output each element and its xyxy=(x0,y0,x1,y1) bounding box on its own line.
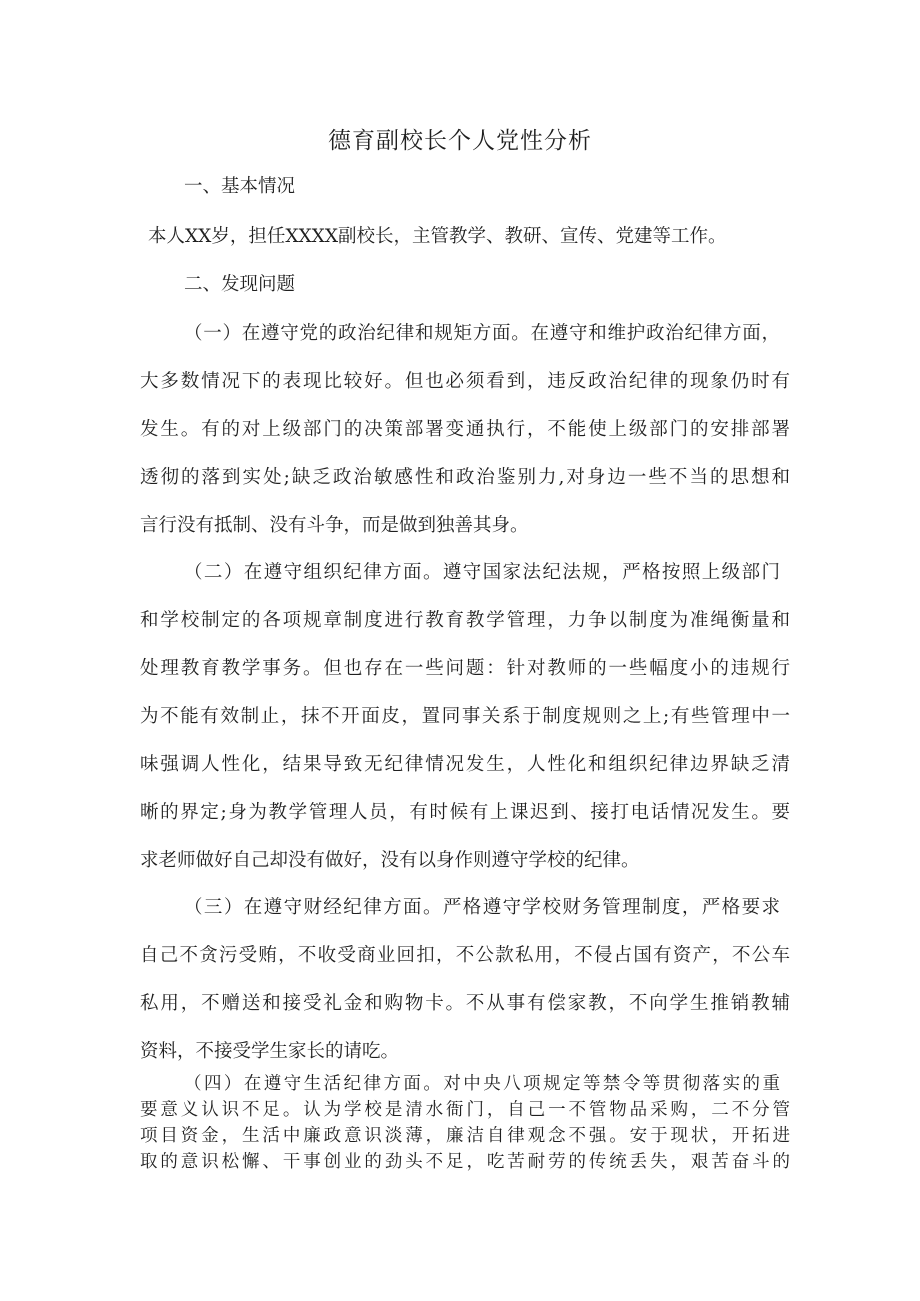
paragraph-line: 言行没有抵制、没有斗争，而是做到独善其身。 xyxy=(140,515,529,536)
paragraph-line: 取的意识松懈、干事创业的劲头不足，吃苦耐劳的传统丢失，艰苦奋斗的 xyxy=(140,1152,790,1172)
paragraph-line: 项目资金，生活中廉政意识淡薄，廉洁自律观念不强。安于现状，开拓进 xyxy=(140,1126,790,1146)
basic-info-text: 本人XX岁，担任XXXX副校长，主管教学、教研、宣传、党建等工作。 xyxy=(148,226,727,247)
paragraph-line: （二）在遵守组织纪律方面。遵守国家法纪法规，严格按照上级部门 xyxy=(184,562,780,583)
paragraph-line: 透彻的落到实处;缺乏政治敏感性和政治鉴别力,对身边一些不当的思想和 xyxy=(140,467,790,488)
paragraph-line: 资料，不接受学生家长的请吃。 xyxy=(140,1041,400,1062)
paragraph-line: 大多数情况下的表现比较好。但也必须看到，违反政治纪律的现象仍时有 xyxy=(140,371,790,392)
paragraph-line: 求老师做好自己却没有做好，没有以身作则遵守学校的纪律。 xyxy=(140,850,640,871)
section-heading-basic: 一、基本情况 xyxy=(184,176,296,197)
paragraph-line: （一）在遵守党的政治纪律和规矩方面。在遵守和维护政治纪律方面， xyxy=(184,323,780,344)
paragraph-line: 味强调人性化，结果导致无纪律情况发生，人性化和组织纪律边界缺乏清 xyxy=(140,754,790,775)
paragraph-line: 为不能有效制止，抹不开面皮，置同事关系于制度规则之上;有些管理中一 xyxy=(140,706,790,727)
paragraph-line: （四）在遵守生活纪律方面。对中央八项规定等禁令等贯彻落实的重 xyxy=(184,1074,780,1094)
paragraph-line: 晰的界定;身为教学管理人员，有时候有上课迟到、接打电话情况发生。要 xyxy=(140,802,790,823)
section-heading-problems: 二、发现问题 xyxy=(184,274,296,295)
paragraph-line: 处理教育教学事务。但也存在一些问题：针对教师的一些幅度小的违规行 xyxy=(140,658,790,679)
paragraph-line: 私用，不赠送和接受礼金和购物卡。不从事有偿家教，不向学生推销教辅 xyxy=(140,993,790,1014)
document-title: 德育副校长个人党性分析 xyxy=(328,128,592,154)
paragraph-line: 要意义认识不足。认为学校是清水衙门，自己一不管物品采购，二不分管 xyxy=(140,1100,790,1120)
paragraph-line: 和学校制定的各项规章制度进行教育教学管理，力争以制度为准绳衡量和 xyxy=(140,610,790,631)
paragraph-line: 自己不贪污受贿，不收受商业回扣，不公款私用，不侵占国有资产，不公车 xyxy=(140,945,790,966)
paragraph-line: （三）在遵守财经纪律方面。严格遵守学校财务管理制度，严格要求 xyxy=(184,897,780,918)
paragraph-line: 发生。有的对上级部门的决策部署变通执行，不能使上级部门的安排部署 xyxy=(140,419,790,440)
